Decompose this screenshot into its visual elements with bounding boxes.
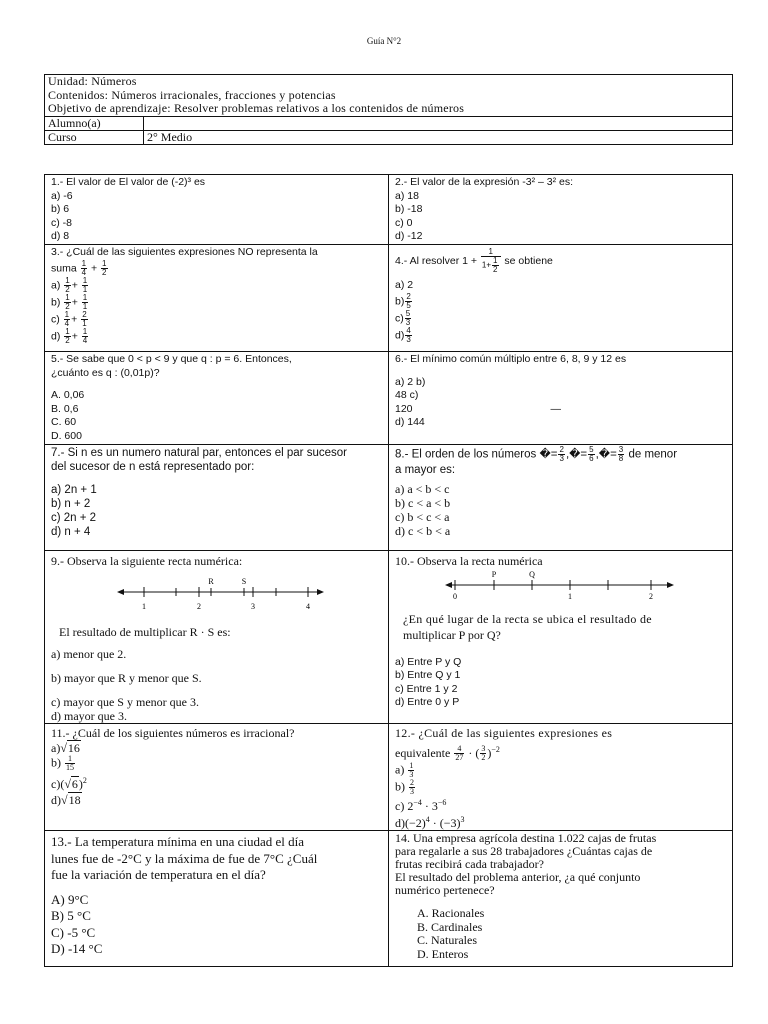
q10-option-d[interactable]: d) Entre 0 y P — [395, 696, 460, 709]
q1-option-d[interactable]: d) 8 — [51, 230, 70, 243]
q9-option-d[interactable]: d) mayor que 3. — [51, 708, 127, 723]
q13-prompt-3: fue la variación de temperatura en el día? — [51, 867, 266, 883]
q3-option-d[interactable]: d) $\frac{1}{2}$ + $\frac{1}{4}$ — [51, 326, 88, 345]
unit-line: Unidad: Números — [48, 74, 137, 88]
page-title: Guía N°2 — [366, 36, 402, 46]
q4-option-c[interactable]: c) $\frac{5}{3}$ — [395, 308, 411, 327]
q14-line-3: frutas recibirá cada trabajador? — [395, 857, 544, 872]
questions-table — [44, 174, 733, 967]
q14-line-5: numérico pertenece? — [395, 883, 495, 898]
q13-prompt: 13.- La temperatura mínima en una ciudad el día — [51, 834, 305, 850]
q2-option-b[interactable]: b) -18 — [395, 203, 423, 216]
info-block — [45, 75, 733, 117]
q4-prompt: 4.- Al resolver 1 + 1 1+ $\frac{1}{2}$ se obtiene — [395, 247, 553, 274]
q8-option-a[interactable]: a) a < b < c — [395, 481, 450, 496]
q9-result: El resultado de multiplicar R · S es: — [59, 624, 231, 639]
number-line-pq — [443, 570, 675, 606]
q9-option-c[interactable]: c) mayor que S y menor que 3. — [51, 694, 199, 709]
question-10 — [389, 550, 733, 723]
q7-prompt: 7.- Si n es un numero natural par, entonces el par sucesor — [51, 446, 347, 459]
fraction: $\frac{1}{4}$ — [81, 258, 87, 277]
fraction: $\frac{1}{2}$ — [102, 258, 107, 277]
q9-option-a[interactable]: a) menor que 2. — [51, 646, 127, 661]
q4-option-d[interactable]: d) $\frac{4}{3}$ — [395, 325, 411, 344]
q7-option-d[interactable]: d) n + 4 — [51, 525, 91, 538]
q6-options-line-2[interactable]: 48 c) — [395, 389, 419, 402]
question-4 — [389, 245, 733, 352]
q11-option-b[interactable]: b) $\frac{1}{15}$ — [51, 753, 74, 772]
q8-option-c[interactable]: c) b < c < a — [395, 509, 450, 524]
q3-prompt-sum: suma $\frac{1}{4}$ + $\frac{1}{2}$ — [51, 258, 107, 277]
contents-line: Contenidos: Números irracionales, fracciones y potencias — [48, 87, 336, 102]
q5-option-c[interactable]: C. 60 — [51, 416, 77, 429]
q9-option-b[interactable]: b) mayor que R y menor que S. — [51, 670, 202, 685]
student-field[interactable] — [144, 116, 733, 130]
point-q-label: Q — [529, 569, 535, 579]
q14-line-4: El resultado del problema anterior, ¿a qué conjunto — [395, 870, 641, 885]
question-13 — [45, 831, 389, 967]
q1-option-c[interactable]: c) -8 — [51, 216, 72, 229]
q3-option-c[interactable]: c) $\frac{1}{4}$ + $\frac{2}{1}$ — [51, 309, 87, 328]
tick-label: 3 — [251, 601, 255, 611]
q13-option-b[interactable]: B) 5 °C — [51, 908, 91, 924]
q12-option-c[interactable]: c) $2^{-4} \cdot 3^{-6}$ — [395, 798, 447, 814]
q10-option-b[interactable]: b) Entre Q y 1 — [395, 669, 461, 682]
q11-prompt: 11.- ¿Cuál de los siguientes números es irracional? — [51, 725, 295, 740]
question-11 — [45, 723, 389, 831]
q5-option-d[interactable]: D. 600 — [51, 429, 82, 442]
objective-line: Objetivo de aprendizaje: Resolver problemas relativos a los contenidos de números — [48, 101, 465, 115]
question-1 — [45, 175, 389, 245]
tick-label: 1 — [568, 591, 572, 601]
info-table — [44, 74, 733, 145]
point-r-label: R — [208, 576, 214, 586]
q3-option-b[interactable]: b) $\frac{1}{2}$ + $\frac{1}{1}$ — [51, 292, 88, 311]
q14-option-d[interactable]: D. Enteros — [417, 946, 469, 961]
q4-option-a[interactable]: a) 2 — [395, 279, 414, 291]
question-9 — [45, 550, 389, 723]
question-8 — [389, 444, 733, 550]
q1-prompt: 1.- El valor de El valor de (-2)³ es — [51, 176, 206, 188]
q12-expression: equivalente $\frac{4}{27}$ · ( $\frac{3}{2}$ )$^{-2}$ — [395, 744, 500, 763]
number-line-rs — [115, 576, 325, 616]
q10-option-c[interactable]: c) Entre 1 y 2 — [395, 682, 458, 695]
point-p-label: P — [491, 569, 497, 579]
q7-option-c[interactable]: c) 2n + 2 — [51, 511, 97, 524]
q5-option-a[interactable]: A. 0,06 — [51, 389, 85, 402]
q2-option-a[interactable]: a) 18 — [395, 189, 419, 202]
q4-option-b[interactable]: b) $\frac{2}{5}$ — [395, 291, 411, 310]
q7-option-a[interactable]: a) 2n + 1 — [51, 483, 97, 496]
question-6 — [389, 352, 733, 445]
q2-prompt: 2.- El valor de la expresión -3² – 3² es: — [395, 176, 573, 188]
tick-label: 0 — [453, 591, 457, 601]
q9-prompt: 9.- Observa la siguiente recta numérica: — [51, 553, 243, 568]
q14-line-1: 14. Una empresa agrícola destina 1.022 cajas de frutas — [395, 831, 657, 846]
q14-option-a[interactable]: A. Racionales — [417, 906, 485, 921]
q10-question: ¿En qué lugar de la recta se ubica el resultado de — [403, 611, 652, 626]
q8-option-b[interactable]: b) c < a < b — [395, 495, 451, 510]
tick-label: 2 — [197, 601, 201, 611]
tick-label: 2 — [649, 591, 653, 601]
q1-option-a[interactable]: a) -6 — [51, 189, 73, 202]
nested-fraction: 1 1+ $\frac{1}{2}$ — [481, 248, 501, 274]
q5-prompt-2: ¿cuánto es q : (0,01p)? — [51, 366, 160, 379]
q13-option-a[interactable]: A) 9°C — [51, 891, 89, 907]
question-5 — [45, 352, 389, 445]
student-label: Alumno(a) — [45, 116, 144, 130]
question-2 — [389, 175, 733, 245]
q6-options-line-3[interactable]: 120 — — [395, 402, 562, 415]
q14-option-c[interactable]: C. Naturales — [417, 933, 477, 948]
q7-option-b[interactable]: b) n + 2 — [51, 497, 91, 510]
q14-options — [395, 907, 726, 961]
q12-option-b[interactable]: b) $\frac{2}{3}$ — [395, 778, 414, 797]
q3-option-a[interactable]: a) $\frac{1}{2}$ + $\frac{1}{1}$ — [51, 275, 88, 294]
tick-label: 1 — [142, 601, 146, 611]
q11-option-d[interactable]: d)√18 — [51, 792, 81, 807]
q14-option-b[interactable]: B. Cardinales — [417, 919, 483, 934]
q11-option-c[interactable]: $c)(√6)^2$ — [51, 775, 87, 791]
q2-option-d[interactable]: d) -12 — [395, 230, 423, 243]
q13-option-d[interactable]: D) -14 °C — [51, 941, 103, 957]
q5-prompt: 5.- Se sabe que 0 < p < 9 y que q : p = 6. Entonces, — [51, 353, 292, 365]
q5-option-b[interactable]: B. 0,6 — [51, 402, 79, 415]
question-12 — [389, 723, 733, 831]
q13-option-c[interactable]: C) -5 °C — [51, 924, 96, 940]
q14-line-2: para regalarle a sus 28 trabajadores ¿Cuántas cajas de — [395, 844, 653, 859]
q8-prompt-2: a mayor es: — [395, 463, 456, 476]
tick-label: 4 — [306, 601, 310, 611]
course-value: 2° Medio — [144, 130, 733, 144]
q8-prompt: 8.- El orden de los números �= $\frac{2}{3}$ ,�= $\frac{5}{6}$ ,�= $\frac{3}{8}$ de menor — [395, 444, 678, 463]
point-s-label: S — [241, 576, 247, 586]
q11-option-a[interactable]: a)√16 — [51, 740, 80, 755]
q6-prompt: 6.- El mínimo común múltiplo entre 6, 8, 9 y 12 es — [395, 353, 627, 365]
q10-option-a[interactable]: a) Entre P y Q — [395, 655, 462, 668]
course-label: Curso — [45, 130, 144, 144]
q7-prompt-2: del sucesor de n está representado por: — [51, 460, 255, 473]
q6-options-line-1[interactable]: a) 2 b) — [395, 375, 426, 388]
q2-option-c[interactable]: c) 0 — [395, 216, 413, 229]
question-3 — [45, 245, 389, 352]
q1-option-b[interactable]: b) 6 — [51, 203, 70, 216]
question-14 — [389, 831, 733, 967]
q12-prompt: 12.- ¿Cuál de las siguientes expresiones es — [395, 725, 613, 740]
q12-option-a[interactable]: a) $\frac{1}{3}$ — [395, 761, 414, 780]
question-7 — [45, 444, 389, 550]
q10-question-2: multiplicar P por Q? — [403, 627, 501, 642]
q13-prompt-2: lunes fue de -2°C y la máxima de fue de 7°C ¿Cuál — [51, 850, 318, 866]
q12-option-d[interactable]: $d)(-2)^4 \cdot (-3)^3$ — [395, 815, 465, 831]
q8-option-d[interactable]: d) c < b < a — [395, 523, 451, 538]
q6-options-line-4[interactable]: d) 144 — [395, 416, 425, 429]
q10-prompt: 10.- Observa la recta numérica — [395, 553, 543, 568]
q3-prompt: 3.- ¿Cuál de las siguientes expresiones NO representa la — [51, 246, 318, 258]
